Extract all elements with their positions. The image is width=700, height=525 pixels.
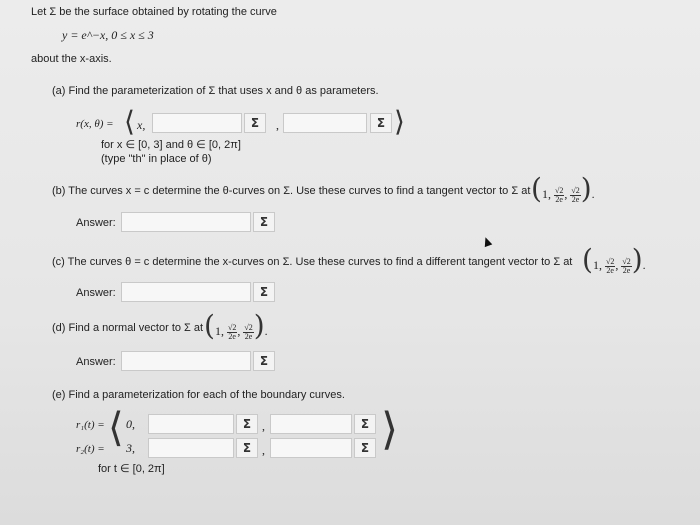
open-angle-bracket: ⟨ [124,105,135,138]
part-a-sigma-button-2[interactable]: Σ [370,113,392,133]
part-c-answer-label: Answer: [76,287,116,299]
close-angle-bracket: ⟩ [394,105,405,138]
part-d-answer-label: Answer: [76,356,116,368]
r2-component-3-input[interactable] [270,438,352,458]
point-open-paren: ( [531,172,542,205]
r2-component-2-input[interactable] [148,438,234,458]
part-e-domain: for t ∈ [0, 2π] [98,463,165,475]
part-d-point: (1, $\frac{√2}{2e}$ , $\frac{√2}{2e}$ ). [204,309,268,342]
r2-sigma-button-2[interactable]: Σ [354,438,376,458]
point-x: 1 [592,258,599,272]
part-c-point: (1, $\frac{√2}{2e}$ , $\frac{√2}{2e}$ ). [582,243,646,276]
part-b-answer-input[interactable] [121,212,251,232]
point-comma: , [547,187,551,201]
point-open-paren: ( [582,243,593,276]
point-z: $\frac{√2}{2e}$ [622,256,631,275]
point-close-paren: ) [580,172,592,205]
r2-label: r₂(t) = [76,443,105,455]
part-c-sigma-button[interactable]: Σ [253,282,275,302]
part-b-sigma-button[interactable]: Σ [253,212,275,232]
r2-first-component: 3, [126,441,135,455]
part-d-answer-input[interactable] [121,351,251,371]
part-a-question: (a) Find the parameterization of Σ that uses x and θ as parameters. [52,85,379,97]
part-d-sigma-button[interactable]: Σ [253,351,275,371]
r1-component-2-input[interactable] [148,414,234,434]
point-open-paren: ( [204,309,215,342]
part-d-question: (d) Find a normal vector to Σ at [52,322,204,334]
part-c-answer-input[interactable] [121,282,251,302]
intro-text: Let Σ be the surface obtained by rotating the curve [31,6,277,18]
part-a-hint: (type "th" in place of θ) [101,153,212,165]
r2-separator: , [262,443,265,457]
curve-equation: y = e^−x, 0 ≤ x ≤ 3 [62,28,154,42]
point-close-paren: ) [253,309,265,342]
part-a-domain: for x ∈ [0, 3] and θ ∈ [0, 2π] [101,139,241,151]
point-z: $\frac{√2}{2e}$ [244,322,253,341]
r1-sigma-button-2[interactable]: Σ [354,414,376,434]
part-e-close-angle-bracket: ⟩ [381,404,399,455]
point-comma: , [564,187,568,201]
part-a-sigma-button-1[interactable]: Σ [244,113,266,133]
r1-separator: , [262,419,265,433]
point-comma: , [598,258,602,272]
r1-label: r₁(t) = [76,419,105,431]
point-y: $\frac{√2}{2e}$ [605,256,615,275]
intro-axis-text: about the x-axis. [31,53,112,65]
point-comma: , [220,324,224,338]
r2-sigma-button-1[interactable]: Σ [236,438,258,458]
point-x: 1 [214,324,221,338]
point-y: $\frac{√2}{2e}$ [227,322,237,341]
point-comma: , [615,258,619,272]
part-c-question: (c) The curves θ = c determine the x-curves on Σ. Use these curves to find a different tangent vector to Σ at [52,256,573,268]
part-e-open-angle-bracket: ⟨ [108,405,124,451]
part-a-component-2-input[interactable] [152,113,242,133]
point-x: 1 [541,187,548,201]
part-b-point: (1, $\frac{√2}{2e}$ , $\frac{√2}{2e}$ ). [531,172,595,205]
r1-first-component: 0, [126,417,135,431]
part-b-answer-label: Answer: [76,217,116,229]
mouse-cursor-icon [482,236,493,247]
point-y: $\frac{√2}{2e}$ [554,185,564,204]
r1-component-3-input[interactable] [270,414,352,434]
part-b-question: (b) The curves x = c determine the θ-curves on Σ. Use these curves to find a tangent vector to Σ at [52,185,531,197]
r-label: r(x, θ) = [76,118,114,130]
point-z: $\frac{√2}{2e}$ [571,185,580,204]
first-component: x, [137,118,146,132]
r1-sigma-button-1[interactable]: Σ [236,414,258,434]
point-close-paren: ) [631,243,643,276]
part-e-question: (e) Find a parameterization for each of the boundary curves. [52,389,345,401]
point-comma: , [237,324,241,338]
component-separator: , [276,118,279,132]
part-a-component-3-input[interactable] [283,113,367,133]
